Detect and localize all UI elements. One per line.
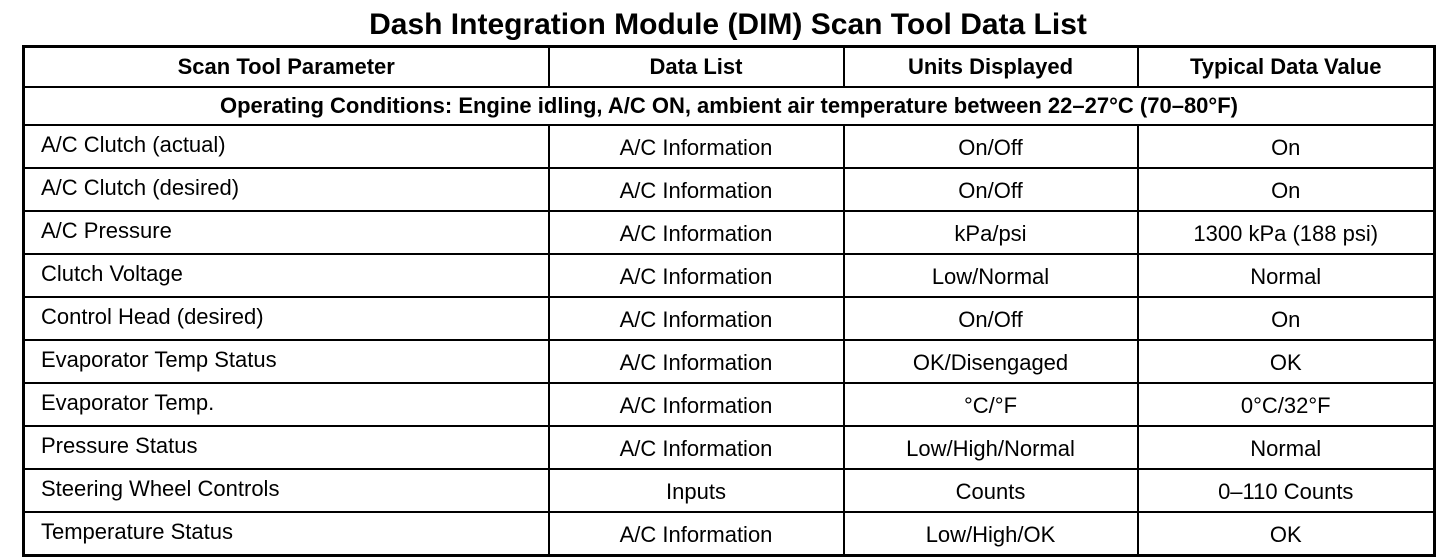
cell-parameter: A/C Clutch (desired) — [24, 168, 549, 211]
cell-data-list: A/C Information — [549, 426, 844, 469]
cell-data-list: A/C Information — [549, 168, 844, 211]
table-row — [24, 512, 1435, 556]
table-header-row — [24, 47, 1435, 88]
cell-data-list: A/C Information — [549, 211, 844, 254]
cell-data-list: A/C Information — [549, 125, 844, 168]
table-row — [24, 297, 1435, 340]
cell-typical-data-value: OK — [1138, 340, 1435, 383]
table-row — [24, 469, 1435, 512]
cell-units-displayed: Low/High/Normal — [844, 426, 1138, 469]
cell-units-displayed: On/Off — [844, 297, 1138, 340]
table-row — [24, 426, 1435, 469]
cell-typical-data-value: On — [1138, 168, 1435, 211]
cell-typical-data-value: Normal — [1138, 254, 1435, 297]
cell-parameter: A/C Pressure — [24, 211, 549, 254]
table-row — [24, 125, 1435, 168]
cell-units-displayed: Counts — [844, 469, 1138, 512]
cell-typical-data-value: 0–110 Counts — [1138, 469, 1435, 512]
cell-typical-data-value: On — [1138, 125, 1435, 168]
cell-units-displayed: On/Off — [844, 168, 1138, 211]
cell-data-list: A/C Information — [549, 512, 844, 556]
table-row — [24, 211, 1435, 254]
cell-typical-data-value: OK — [1138, 512, 1435, 556]
cell-parameter: Pressure Status — [24, 426, 549, 469]
document-title: Dash Integration Module (DIM) Scan Tool Data List — [369, 8, 1087, 41]
cell-typical-data-value: 1300 kPa (188 psi) — [1138, 211, 1435, 254]
cell-data-list: A/C Information — [549, 254, 844, 297]
operating-conditions-row — [24, 87, 1435, 125]
cell-data-list: A/C Information — [549, 340, 844, 383]
cell-parameter: Clutch Voltage — [24, 254, 549, 297]
header-data-list: Data List — [549, 47, 844, 88]
table-row — [24, 340, 1435, 383]
cell-units-displayed: On/Off — [844, 125, 1138, 168]
cell-units-displayed: kPa/psi — [844, 211, 1138, 254]
cell-typical-data-value: 0°C/32°F — [1138, 383, 1435, 426]
cell-units-displayed: Low/Normal — [844, 254, 1138, 297]
cell-units-displayed: OK/Disengaged — [844, 340, 1138, 383]
cell-parameter: Evaporator Temp. — [24, 383, 549, 426]
table-row — [24, 383, 1435, 426]
cell-parameter: Control Head (desired) — [24, 297, 549, 340]
header-scan-tool-parameter: Scan Tool Parameter — [24, 47, 549, 88]
header-units-displayed: Units Displayed — [844, 47, 1138, 88]
cell-parameter: Steering Wheel Controls — [24, 469, 549, 512]
cell-units-displayed: Low/High/OK — [844, 512, 1138, 556]
operating-conditions: Operating Conditions: Engine idling, A/C ON, ambient air temperature between 22–27°C (70–80°F) — [24, 87, 1435, 125]
scan-tool-data-table — [22, 45, 1436, 557]
table-row — [24, 168, 1435, 211]
header-typical-data-value: Typical Data Value — [1138, 47, 1435, 88]
cell-typical-data-value: On — [1138, 297, 1435, 340]
cell-parameter: Evaporator Temp Status — [24, 340, 549, 383]
cell-data-list: Inputs — [549, 469, 844, 512]
cell-data-list: A/C Information — [549, 383, 844, 426]
cell-parameter: A/C Clutch (actual) — [24, 125, 549, 168]
table-row — [24, 254, 1435, 297]
cell-units-displayed: °C/°F — [844, 383, 1138, 426]
cell-typical-data-value: Normal — [1138, 426, 1435, 469]
cell-data-list: A/C Information — [549, 297, 844, 340]
cell-parameter: Temperature Status — [24, 512, 549, 556]
